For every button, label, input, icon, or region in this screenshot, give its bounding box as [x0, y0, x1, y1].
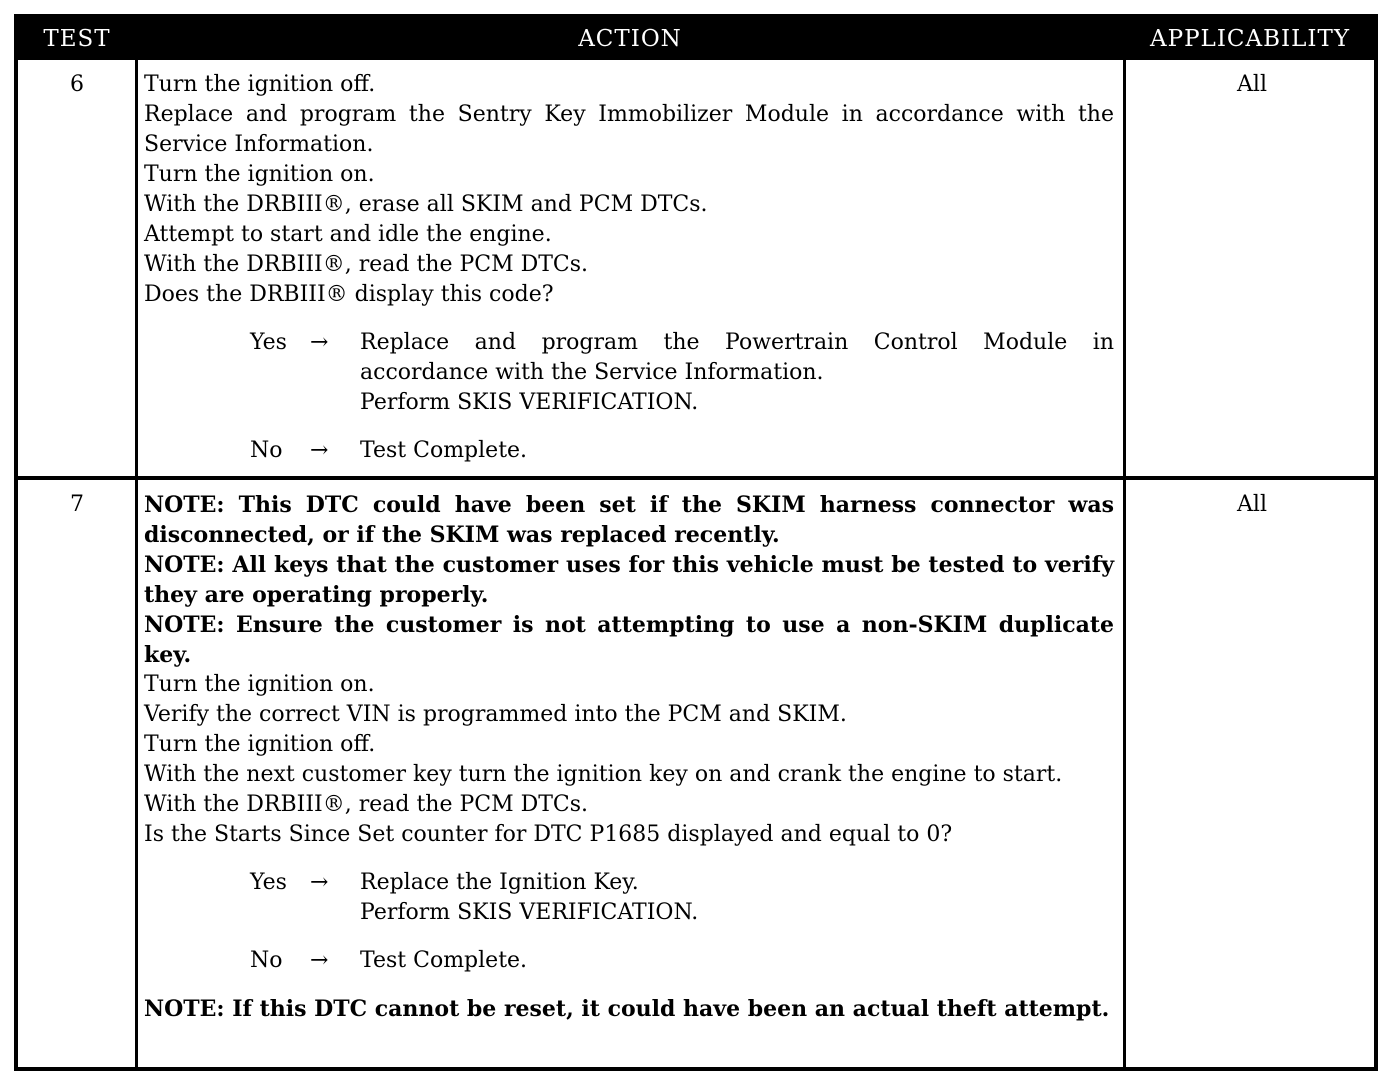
no-result: Test Complete.: [360, 438, 528, 463]
note: NOTE: This DTC could have been set if the SKIM harness connector was disconnected, or if the SKIM was replaced recently.: [144, 492, 1114, 548]
action-cell: [144, 70, 1114, 466]
header-test: TEST: [43, 26, 111, 52]
step: With the DRBIII®, erase all SKIM and PCM DTCs.: [144, 192, 708, 217]
table-row: [18, 480, 1374, 1071]
step: Replace and program the Sentry Key Immobilizer Module in accordance with the Service Information.: [144, 102, 1114, 157]
step: Turn the ignition off.: [144, 72, 376, 97]
table-row: [18, 60, 1374, 476]
step: With the DRBIII®, read the PCM DTCs.: [144, 252, 589, 277]
note: NOTE: Ensure the customer is not attempting to use a non-SKIM duplicate key.: [144, 612, 1114, 668]
yes-branch: [250, 868, 1114, 928]
diagnostic-table: [14, 14, 1378, 1071]
step: With the DRBIII®, read the PCM DTCs.: [144, 792, 589, 817]
no-result: Test Complete.: [360, 948, 528, 973]
arrow-icon: →: [310, 870, 329, 895]
step: Attempt to start and idle the engine.: [144, 222, 552, 247]
no-branch: [250, 946, 1114, 976]
no-branch: [250, 436, 1114, 466]
table-header: [18, 18, 1374, 60]
yes-label: Yes: [250, 330, 287, 355]
step: Does the DRBIII® display this code?: [144, 282, 554, 307]
arrow-icon: →: [310, 948, 329, 973]
yes-result: Perform SKIS VERIFICATION.: [360, 900, 699, 925]
note: NOTE: All keys that the customer uses for this vehicle must be tested to verify they are operating properly.: [144, 552, 1114, 608]
yes-result: Replace the Ignition Key.: [360, 870, 639, 895]
step: Verify the correct VIN is programmed into the PCM and SKIM.: [144, 702, 847, 727]
applicability: All: [1237, 72, 1267, 97]
test-number: 6: [70, 72, 84, 97]
header-action: ACTION: [578, 26, 682, 52]
step: Turn the ignition on.: [144, 162, 375, 187]
no-label: No: [250, 438, 283, 463]
step: With the next customer key turn the ignition key on and crank the engine to start.: [144, 762, 1063, 787]
step: Is the Starts Since Set counter for DTC P1685 displayed and equal to 0?: [144, 822, 953, 847]
arrow-icon: →: [310, 330, 329, 355]
final-note: NOTE: If this DTC cannot be reset, it could have been an actual theft attempt.: [144, 996, 1110, 1022]
yes-label: Yes: [250, 870, 287, 895]
applicability: All: [1237, 492, 1267, 517]
yes-branch: [250, 328, 1114, 418]
arrow-icon: →: [310, 438, 329, 463]
action-cell: [144, 490, 1114, 1024]
test-number: 7: [70, 492, 84, 517]
step: Turn the ignition off.: [144, 732, 376, 757]
yes-result: Replace and program the Powertrain Control Module in accordance with the Service Information.: [360, 330, 1114, 385]
yes-result: Perform SKIS VERIFICATION.: [360, 390, 699, 415]
no-label: No: [250, 948, 283, 973]
header-applicability: APPLICABILITY: [1150, 26, 1350, 52]
step: Turn the ignition on.: [144, 672, 375, 697]
